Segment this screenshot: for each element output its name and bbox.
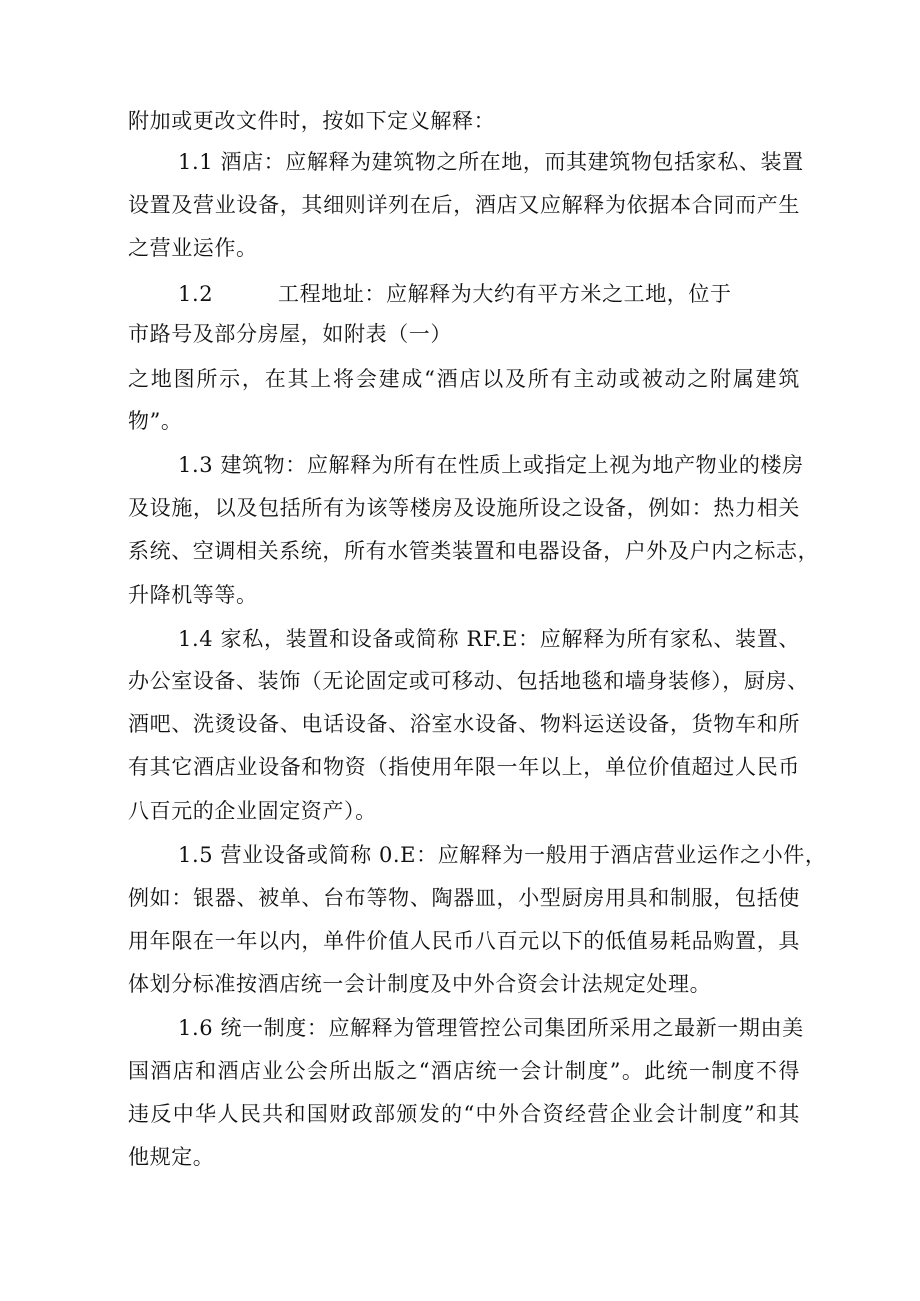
text-line: 1.4 家私，装置和设备或简称 RF.E：应解释为所有家私、装置、	[178, 627, 800, 651]
text-line: 设置及营业设备，其细则详列在后，酒店又应解释为依据本合同而产生	[128, 193, 800, 217]
text-line: 例如：银器、被单、台布等物、陶器皿，小型厨房用具和制服，包括使	[128, 886, 800, 910]
text-line: 体划分标准按酒店统一会计制度及中外合资会计法规定处理。	[128, 972, 712, 996]
text-line: 1.1 酒店：应解释为建筑物之所在地，而其建筑物包括家私、装置	[178, 150, 804, 174]
text-line: 八百元的企业固定资产）。	[128, 799, 377, 823]
text-line: 1.3 建筑物：应解释为所有在性质上或指定上视为地产物业的楼房	[178, 453, 804, 477]
text-line: 之营业运作。	[128, 236, 258, 260]
text-line: 1.2 工程地址：应解释为大约有平方米之工地，位于	[178, 282, 732, 306]
text-line: 违反中华人民共和国财政部颁发的“中外合资经营企业会计制度”和其	[128, 1102, 800, 1126]
text-line: 升降机等等。	[128, 583, 258, 607]
text-line: 酒吧、洗烫设备、电话设备、浴室水设备、物料运送设备，货物车和所	[128, 712, 800, 736]
text-line: 物”。	[128, 409, 183, 433]
text-line: 办公室设备、装饰（无论固定或可移动、包括地毯和墙身装修），厨房、	[128, 669, 809, 693]
text-line: 及设施，以及包括所有为该等楼房及设施所设之设备，例如：热力相关	[128, 496, 800, 520]
text-line: 之地图所示，在其上将会建成“酒店以及所有主动或被动之附属建筑	[128, 367, 800, 391]
text-line: 系统、空调相关系统，所有水管类装置和电器设备，户外及户内之标志，	[128, 539, 820, 563]
text-line: 附加或更改文件时，按如下定义解释：	[128, 109, 496, 133]
text-line: 用年限在一年以内，单件价值人民币八百元以下的低值易耗品购置，具	[128, 929, 800, 953]
text-line: 他规定。	[128, 1145, 215, 1169]
text-line: 有其它酒店业设备和物资（指使用年限一年以上，单位价值超过人民币	[128, 755, 800, 779]
text-line: 1.5 营业设备或简称 0.E：应解释为一般用于酒店营业运作之小件，	[178, 843, 827, 867]
text-line: 市路号及部分房屋，如附表（一）	[128, 322, 452, 346]
text-line: 国酒店和酒店业公会所出版之“酒店统一会计制度”。此统一制度不得	[128, 1059, 800, 1083]
text-line: 1.6 统一制度：应解释为管理管控公司集团所采用之最新一期由美	[178, 1016, 804, 1040]
